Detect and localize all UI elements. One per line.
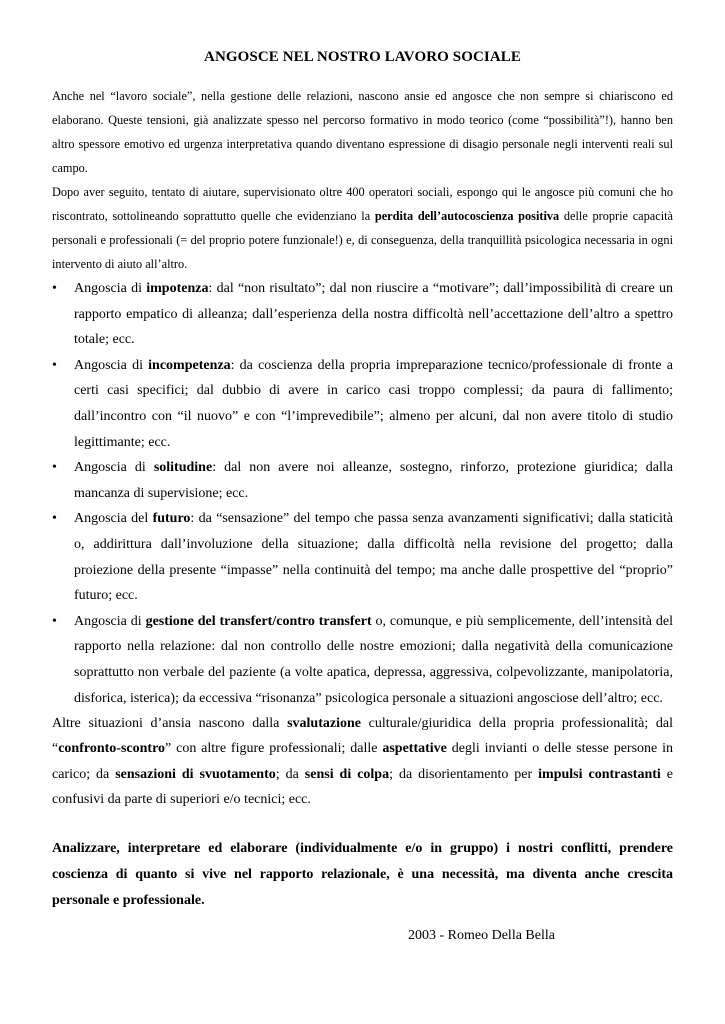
keyword-svuotamento: sensazioni di svuotamento [115,766,276,782]
list-item [52,506,673,608]
bullet-icon: • [52,613,57,629]
intro-section [52,84,673,276]
other-anxieties-section [52,711,673,812]
keyword-sensi-di-colpa: sensi di colpa [304,766,390,782]
intro-paragraph-1: Anche nel “lavoro sociale”, nella gestione delle relazioni, nascono ansie ed angosce che non sempre si chiariscono ed elaborano. Queste tensioni, già analizzate spesso nel percorso formativo in modo teorico (come “possibilità”!), hanno ben altro spessore emotivo ed urgenza interpretativa quando diventano espressione di disagio personale negli interventi reali sul campo. [52,89,673,175]
intro-paragraph-2 [52,180,673,276]
bullet-icon: • [52,357,57,373]
list-item [52,455,673,506]
list-item [52,353,673,455]
keyword-confronto-scontro: confronto-scontro [58,741,166,757]
keyword-svalutazione: svalutazione [287,716,361,732]
item-description: : da coscienza della propria impreparazione tecnico/professionale di fronte a certi casi specifici; dal dubbio di avere in carico casi troppo complessi; da paura di fallimento; dall’incontro con “il nuovo” e con “l’imprevedibile”; almeno per alcuni, dal non avere titolo di studio legittimante; ecc. [74,357,673,450]
item-keyword: incompetenza [148,357,231,373]
bullet-icon: • [52,460,57,476]
conclusion-paragraph: Analizzare, interpretare ed elaborare (individualmente e/o in gruppo) i nostri conflitti, prendere coscienza di quanto si vive nel rapporto relazionale, è una necessità, ma diventa anche crescita personale e professionale. [52,841,673,909]
bullet-icon: • [52,511,57,527]
item-keyword: impotenza [146,281,209,296]
item-description: o, comunque, e più semplicemente, dell’intensità del rapporto nella relazione: dal non controllo delle nostre emozioni; dalla negatività della comunicazione soprattutto non verbale del paziente (a volte apatica, depressa, aggressiva, colpevolizzante, manipolatoria, disforica, isterica); da eccessiva “risonanza” psicologica personale a situazioni angosciose dell’altro; ecc. [74,613,674,706]
item-keyword: futuro [152,511,191,527]
signature: 2003 - Romeo Della Bella [408,928,555,944]
list-item [52,276,673,353]
bullet-icon: • [52,281,57,296]
intro-p2-text-b: delle proprie capacità personali e professionali (= del proprio potere funzionale!) e, di conseguenza, della tranquillità psicologica necessaria in ogni intervento di aiuto all’altro. [52,209,673,271]
list-item [52,609,673,711]
item-prefix: Angoscia di [74,281,147,296]
item-description: : dal non avere noi alleanze, sostegno, rinforzo, protezione giuridica; dalla mancanza di supervisione; ecc. [74,460,673,501]
item-prefix: Angoscia di [74,357,149,373]
item-prefix: Angoscia del [74,511,153,527]
item-prefix: Angoscia di [74,613,146,629]
document-page [52,49,673,944]
keyword-aspettative: aspettative [382,741,447,757]
anxiety-list [52,276,673,711]
intro-p2-text-a: Dopo aver seguito, tentato di aiutare, supervisionato oltre 400 operatori sociali, espongo qui le angosce più comuni che ho riscontrato, sottolineando soprattutto quelle che evidenziano la [52,185,673,223]
item-keyword: gestione del transfert/contro transfert [145,613,372,629]
intro-p2-bold: perdita dell’autocoscienza positiva [374,209,560,223]
other-anxieties-paragraph: Altre situazioni d’ansia nascono dalla svalutazione culturale/giuridica della propria professionalità; dal “confronto-scontro” con altre figure professionali; dalle aspettative degli invianti o delle stesse persone in carico; da sensazioni di svuotamento; da sensi di colpa; da disorientamento per impulsi contrastanti e confusivi da parte di superiori e/o tecnici; ecc. [52,716,674,807]
document-title: ANGOSCE NEL NOSTRO LAVORO SOCIALE [204,49,521,65]
item-prefix: Angoscia di [74,460,154,476]
item-description: : dal “non risultato”; dal non riuscire a “motivare”; dall’impossibilità di creare un rapporto empatico di alleanza; dall’esperienza della nostra difficoltà nell’accettazione dell’altro a spettro totale; ecc. [74,281,673,348]
item-description: : da “sensazione” del tempo che passa senza avanzamenti significativi; dalla staticità o, addirittura dall’involuzione della situazione; dalla difficoltà nella revisione del progetto; dalla proiezione della presente “impasse” nella continuità del tempo; ma anche dalle prospettive del “proprio” futuro; ecc. [74,511,673,604]
item-keyword: solitudine [153,460,213,476]
keyword-impulsi-contrastanti: impulsi contrastanti [538,766,661,782]
